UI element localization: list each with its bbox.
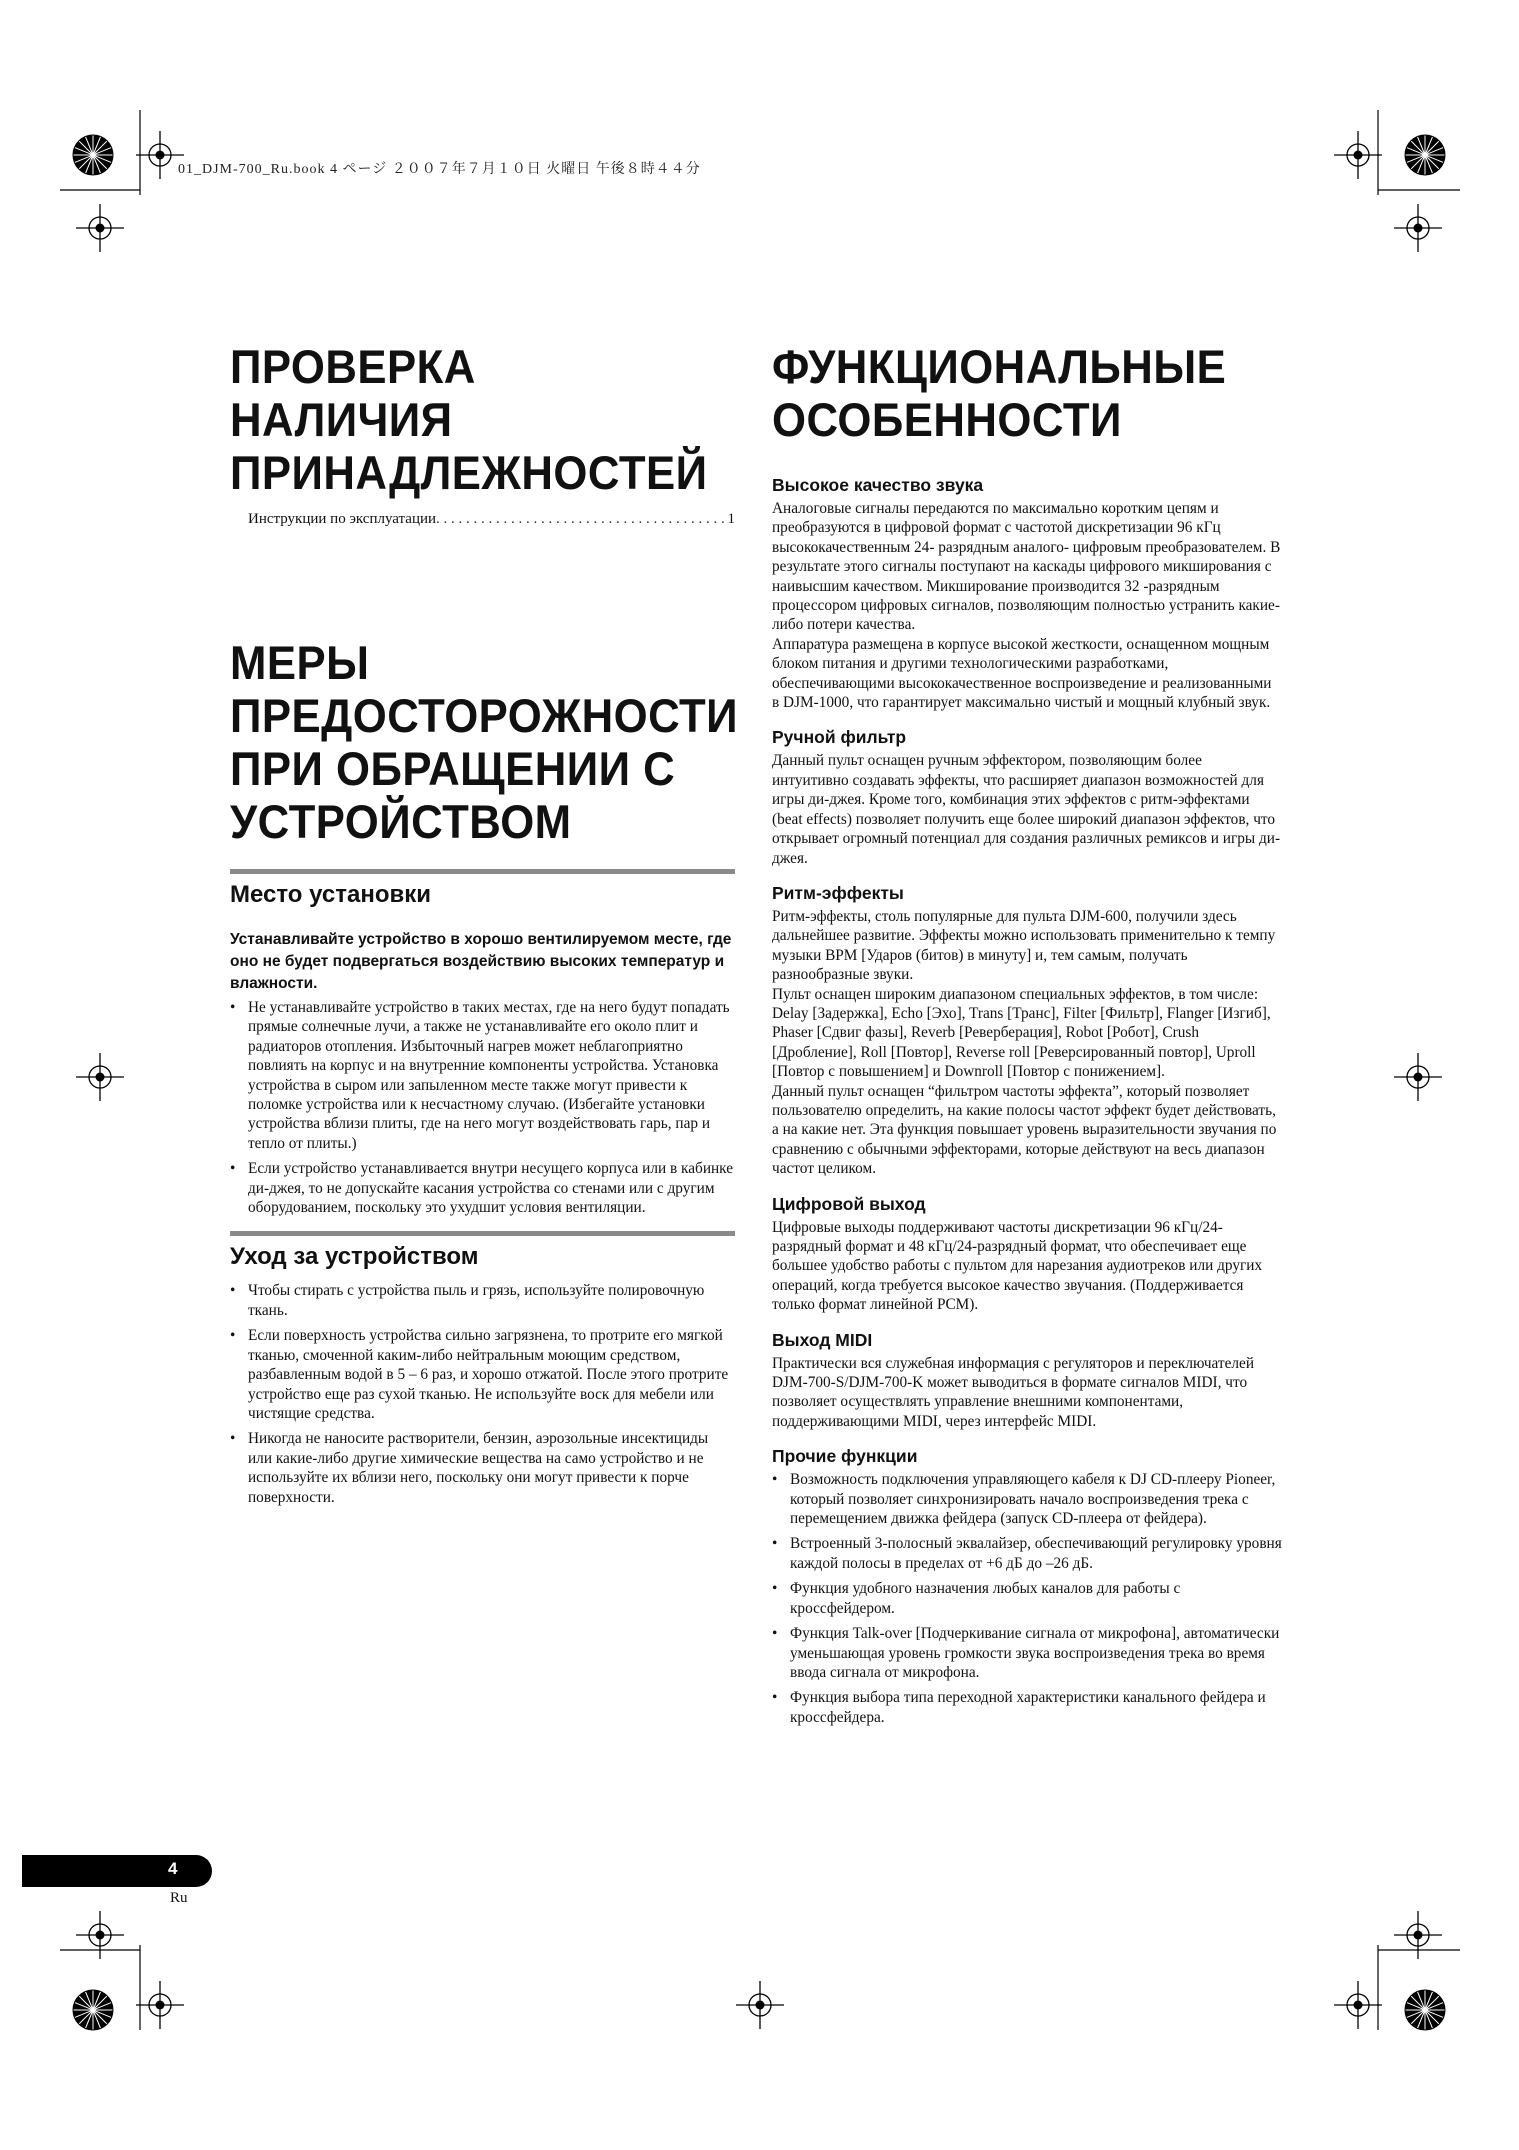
list-item: • Если поверхность устройства сильно загрязнена, то протрите его мягкой тканью, смоченной каким-либо нейтральным моющим средством, разбавленным водой в 5 – 6 раз, и хорошо отжатой. После этого протрите устройство еще раз сухой тканью. Не используйте воск для мебели или чистящие средства. [230,1326,735,1423]
digital-heading: Цифровой выход [772,1193,926,1214]
midi-paragraph: Практически вся служебная информация с регуляторов и переключателей DJM-700-S/DJM-700-K может выводиться в формате сигналов MIDI, что позволяет осуществлять управление внешними компонентами, поддерживающими MIDI, через интерфейс MIDI. [772,1354,1255,1430]
beat-paragraph: Ритм-эффекты, столь популярные для пульта DJM-600, получили здесь дальнейшее развитие. Эффекты можно использовать применительно к темпу музыки BPM [Ударов (битов) в минуту] и, тем самым, получать разнообразные звуки. [772,907,1276,984]
filter-section [772,727,1282,867]
care-heading: Уход за устройством [230,1231,735,1271]
beat-heading: Ритм-эффекты [772,882,904,903]
midi-section [772,1330,1282,1432]
list-item: • Если устройство устанавливается внутри несущего корпуса или в кабинке ди-джея, то не допускайте касания устройства со стенами или с другим оборудованием, поскольку это ухудшит условия вентиляции. [230,1159,735,1217]
other-list [772,1470,1282,1727]
list-item: • Функция Talk-over [Подчеркивание сигнала от микрофона], автоматически уменьшающая уровень громкости звука воспроизведения трека во время ввода сигнала от микрофона. [772,1624,1282,1682]
sound-paragraph: Аппаратура размещена в корпусе высокой жесткости, оснащенном мощным блоком питания и другими технологическими разработками, обеспечивающими высококачественное воспроизведение и реализованными в DJM-1000, что гарантирует максимально чистый и мощный клубный звук. [772,635,1272,712]
install-heading: Место установки [230,869,735,909]
list-item: • Не устанавливайте устройство в таких местах, где на него будут попадать прямые солнечные лучи, а также не устанавливайте его около плит и радиаторов отопления. Избыточный нагрев может неблагоприятно повлиять на корпус и на внутренние компоненты устройства. Установка устройства в сыром или запыленном месте также могут привести к поломке устройства или к несчастному случаю. (Избегайте установки устройства вблизи плиты, где на него могут воздействовать гарь, пар и тепло от плиты.) [230,998,735,1153]
precautions-title: МЕРЫ ПРЕДОСТОРОЖНОСТИ ПРИ ОБРАЩЕНИИ С УСТРОЙСТВОМ [230,636,739,848]
list-item: • Возможность подключения управляющего кабеля к DJ CD-плееру Pioneer, который позволяет синхронизировать начало воспроизведения трека с перемещением движка фейдера (запуск CD-плеера от фейдера). [772,1470,1282,1528]
sound-paragraph: Аналоговые сигналы передаются по максимально коротким цепям и преобразуются в цифровой формат с частотой дискретизации 96 кГц высококачественным 24- разрядным аналого- цифровым преобразователем. В результате этого сигналы поступают на каскады цифрового микширования с наивысшим качеством. Микширование производится 32 -разрядным процессором цифровых сигналов, позволяющим полностью устранить какие-либо потери качества. [772,500,1281,634]
left-column [230,340,739,1513]
toc-page: 1 [727,511,735,527]
page-number: 4 [168,1859,178,1878]
list-item: • Функция выбора типа переходной характеристики канального фейдера и кроссфейдера. [772,1688,1282,1727]
sound-section [772,475,1282,712]
digital-section [772,1194,1282,1315]
print-header: 01_DJM-700_Ru.book 4 ページ ２００７年７月１０日 火曜日 午後８時４４分 [178,162,701,177]
page-number-tab [22,1855,212,1887]
filter-heading: Ручной фильтр [772,727,907,748]
other-section [772,1446,1282,1727]
beat-section [772,883,1282,1179]
toc-line [248,511,735,528]
page-language: Ru [170,1890,188,1906]
accessories-title: ПРОВЕРКА НАЛИЧИЯ ПРИНАДЛЕЖНОСТЕЙ [230,340,708,499]
list-item: • Функция удобного назначения любых каналов для работы с кроссфейдером. [772,1579,1282,1618]
beat-paragraph: Данный пульт оснащен “фильтром частоты эффекта”, который позволяет пользователю определить, на какие полосы частот эффект будет действовать, а на какие нет. Эта функция повышает уровень выразительности звучания по сравнению с обычными эффекторами, которые действуют на весь диапазон частот целиком. [772,1082,1277,1178]
care-list [230,1281,735,1506]
toc-leader [436,511,727,528]
list-item: • Никогда не наносите растворители, бензин, аэрозольные инсектициды или какие-либо другие химические вещества на само устройство и не используйте их вблизи него, поскольку они могут привести к порче поверхности. [230,1429,735,1507]
right-column [772,340,1282,1742]
midi-heading: Выход MIDI [772,1329,873,1350]
other-heading: Прочие функции [772,1446,918,1467]
install-intro: Устанавливайте устройство в хорошо вентилируемом месте, где оно не будет подвергаться воздействию высоких температур и влажности. [230,931,732,992]
list-item: • Чтобы стирать с устройства пыль и грязь, используйте полировочную ткань. [230,1281,735,1320]
toc-label: Инструкции по эксплуатации [248,511,437,527]
filter-paragraph: Данный пульт оснащен ручным эффектором, позволяющим более интуитивно создавать эффекты, что расширяет диапазон возможностей для игры ди-джея. Кроме того, комбинация этих эффектов с ритм-эффектами (beat effects) позволяет получить еще более широкий диапазон эффектов, что открывает огромный потенциал для создания различных ремиксов и игры ди-джея. [772,752,1281,867]
install-list [230,998,735,1217]
beat-paragraph: Пульт оснащен широким диапазоном специальных эффектов, в том числе: Delay [Задержка], Echo [Эхо], Trans [Транс], Filter [Фильтр], Flanger [Изгиб], Phaser [Сдвиг фазы], Reverb [Реверберация], Robot [Робот], Crush [Дробление], Roll [Повтор], Reverse roll [Реверсированный повтор], Uproll [Повтор с повышением] и Downroll [Повтор с понижением]. [772,985,1271,1081]
sound-heading: Высокое качество звука [772,475,984,495]
features-title: ФУНКЦИОНАЛЬНЫЕ ОСОБЕННОСТИ [772,340,1227,446]
list-item: • Встроенный 3-полосный эквалайзер, обеспечивающий регулировку уровня каждой полосы в пределах от +6 дБ до –26 дБ. [772,1534,1282,1573]
digital-paragraph: Цифровые выходы поддерживают частоты дискретизации 96 кГц/24-разрядный формат и 48 кГц/24-разрядный формат, что обеспечивает еще большее удобство работы с пультом для нарезания аудиотреков или других операций, когда требуется высокое качество звучания. (Поддерживается только формат линейной PCM). [772,1218,1263,1314]
